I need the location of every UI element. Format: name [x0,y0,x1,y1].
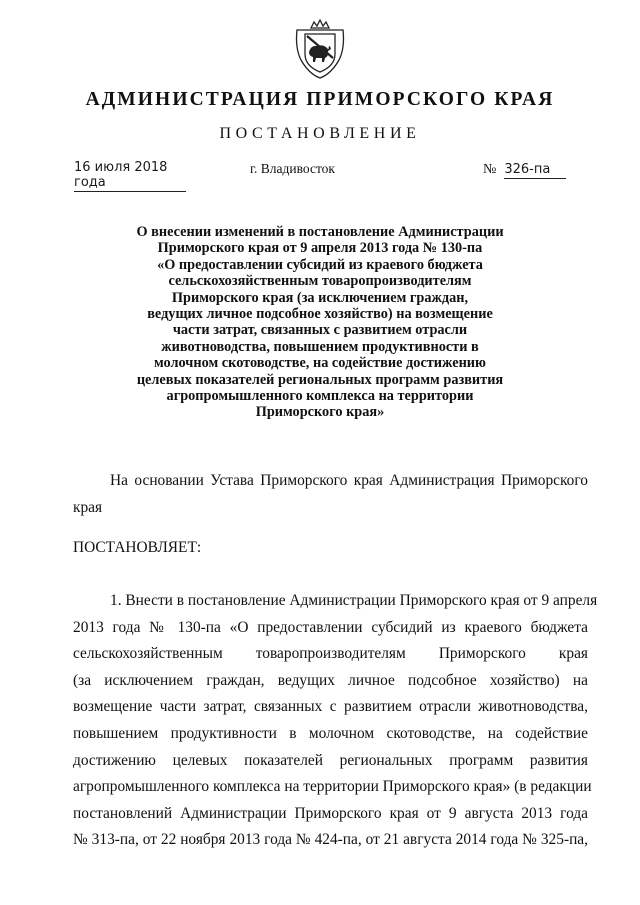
item-line: № 313-па, от 22 ноября 2013 года № 424-па, от 21 августа 2014 года № 325-па, [73,831,588,849]
document-type: ПОСТАНОВЛЕНИЕ [219,125,421,142]
item-line: (за исключением граждан, ведущих личное подсобное хозяйство) на [73,671,588,689]
title-line: животноводства, повышением продуктивности в [161,338,479,355]
number-sign: № [483,162,497,177]
title-line: агропромышленного комплекса на территории [166,388,474,405]
basis-line: На основании Устава Приморского края Администрация Приморского [110,472,588,489]
document-city: г. Владивосток [250,161,335,176]
item-line: постановлений Администрации Приморского края от 9 августа 2013 года [73,804,588,822]
basis-paragraph [73,467,588,521]
coat-of-arms-icon [287,18,353,80]
title-line: Приморского края от 9 апреля 2013 года № 130-па [157,240,483,257]
organization-name: АДМИНИСТРАЦИЯ ПРИМОРСКОГО КРАЯ [85,89,555,110]
title-line: «О предоставлении субсидий из краевого бюджета [157,256,483,273]
title-line: целевых показателей региональных программ развития [136,371,504,388]
document-number [483,160,578,179]
number-value: 326-па [504,162,566,179]
item-line: агропромышленного комплекса на территории Приморского края» (в редакции [73,778,592,796]
title-line: части затрат, связанных с развитием отрасли [172,322,468,339]
basis-line: края [73,499,103,516]
item-line: сельскохозяйственным товаропроизводителям Приморского края [73,645,588,663]
title-line: молочном скотоводстве, на содействие достижению [154,355,486,372]
title-line: Приморского края» [255,404,385,421]
document-title [100,224,540,421]
item-line: 1. Внести в постановление Администрации Приморского края от 9 апреля [110,592,598,609]
title-line: сельскохозяйственным товаропроизводителям [168,273,472,290]
resolves-heading: ПОСТАНОВЛЯЕТ: [73,539,202,556]
item-line: повышением продуктивности в молочном скотоводстве, на содействие [73,724,588,742]
document-date: 16 июля 2018 года [74,160,186,192]
title-line: ведущих личное подсобное хозяйство) на возмещение [147,306,493,323]
title-line: О внесении изменений в постановление Администрации [136,224,504,240]
item-1-paragraph [73,588,598,854]
item-line: возмещение части затрат, связанных с развитием отрасли животноводства, [73,698,588,716]
item-line: достижению целевых показателей региональных программ развития [73,751,588,769]
title-line: Приморского края (за исключением граждан, [171,289,469,306]
item-line: 2013 года № 130-па «О предоставлении субсидий из краевого бюджета [73,618,588,636]
